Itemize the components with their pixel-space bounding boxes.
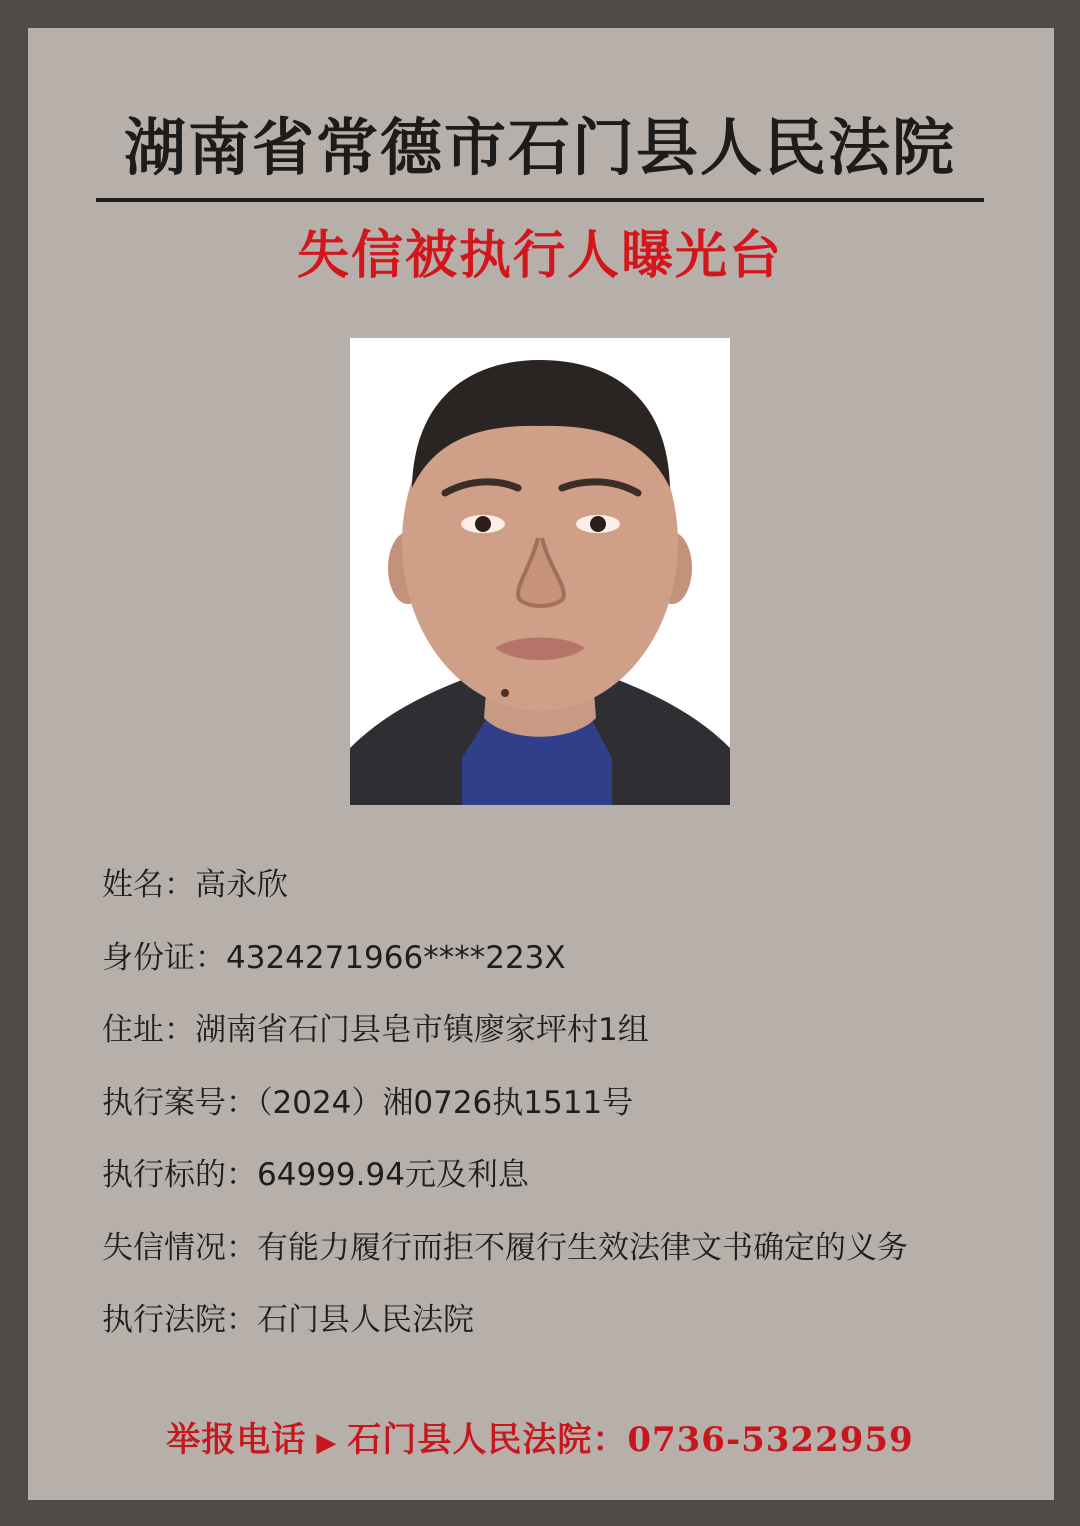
person-photo	[350, 338, 730, 805]
court-row	[102, 1290, 1052, 1363]
case-row	[102, 1073, 1052, 1146]
person-info	[102, 855, 1052, 1363]
case-label: 执行案号：	[102, 1084, 257, 1121]
triangle-right-icon: ▶	[316, 1428, 338, 1458]
report-phone: 0736-5322959	[627, 1420, 914, 1460]
name-row	[102, 855, 1052, 928]
court-title: 湖南省常德市石门县人民法院	[123, 111, 956, 184]
id-label: 身份证：	[102, 939, 226, 976]
report-label: 举报电话	[166, 1420, 307, 1460]
name-label: 姓名：	[102, 867, 195, 903]
board-title: 失信被执行人曝光台	[296, 226, 783, 286]
subject-value: 64999.94元及利息	[257, 1157, 529, 1193]
portrait-image	[350, 338, 730, 805]
subject-row	[102, 1145, 1052, 1218]
title-divider	[96, 198, 984, 202]
court-label: 执行法院：	[102, 1302, 257, 1338]
id-value: 4324271966****223X	[226, 939, 566, 976]
court-value: 石门县人民法院	[257, 1302, 474, 1338]
name-value: 高永欣	[195, 867, 288, 903]
id-row	[102, 928, 1052, 1001]
case-value: （2024）湘0726执1511号	[257, 1084, 634, 1121]
status-label: 失信情况：	[102, 1229, 257, 1266]
status-row	[102, 1218, 1052, 1291]
report-hotline	[0, 1412, 1080, 1471]
status-value: 有能力履行而拒不履行生效法律文书确定的义务	[257, 1229, 908, 1266]
address-value: 湖南省石门县皂市镇廖家坪村1组	[195, 1012, 649, 1048]
subject-label: 执行标的：	[102, 1157, 257, 1193]
report-org: 石门县人民法院：	[347, 1420, 628, 1460]
address-label: 住址：	[102, 1012, 195, 1048]
address-row	[102, 1000, 1052, 1073]
